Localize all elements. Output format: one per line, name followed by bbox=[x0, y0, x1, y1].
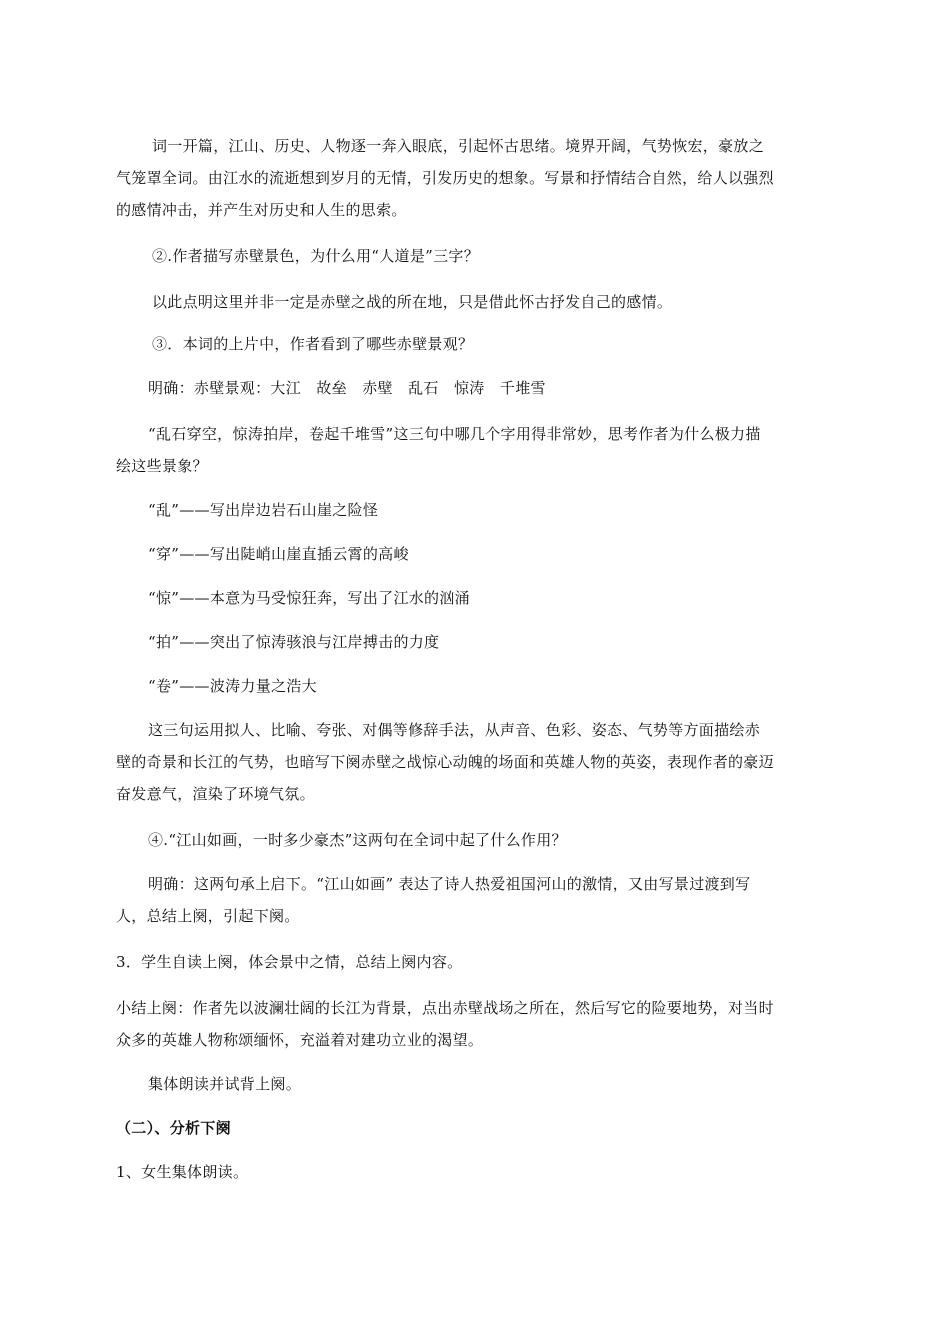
paragraph-line: “乱石穿空，惊涛拍岸，卷起千堆雪”这三句中哪几个字用得非常妙，思考作者为什么极力描 bbox=[148, 425, 761, 443]
summary-line: 小结上阕：作者先以波澜壮阔的长江为背景，点出赤壁战场之所在，然后写它的险要地势，对当时 bbox=[116, 999, 774, 1017]
word-note-line: “穿”——写出陡峭山崖直插云霄的高峻 bbox=[148, 545, 409, 563]
answer-line: 人，总结上阕，引起下阕。 bbox=[116, 907, 300, 925]
instruction-line: 集体朗读并试背上阕。 bbox=[148, 1075, 302, 1093]
answer-line: 明确：赤壁景观：大江 故垒 赤壁 乱石 惊涛 千堆雪 bbox=[148, 379, 546, 397]
paragraph-line: 奋发意气，渲染了环境气氛。 bbox=[116, 785, 315, 803]
answer-line: 明确：这两句承上启下。“江山如画” 表达了诗人热爱祖国河山的激情，又由写景过渡到写 bbox=[148, 875, 751, 893]
paragraph-line: 的感情冲击，并产生对历史和人生的思索。 bbox=[116, 201, 407, 219]
question-line: ③．本词的上片中，作者看到了哪些赤壁景观？ bbox=[152, 335, 474, 353]
section-heading: （二）、分析下阕 bbox=[116, 1119, 231, 1137]
paragraph-line: 词一开篇，江山、历史、人物逐一奔入眼底，引起怀古思绪。境界开阔，气势恢宏，豪放之 bbox=[152, 137, 765, 155]
paragraph-line: 这三句运用拟人、比喻、夸张、对偶等修辞手法，从声音、色彩、姿态、气势等方面描绘赤 bbox=[148, 721, 761, 739]
paragraph-line: 壁的奇景和长江的气势，也暗写下阕赤壁之战惊心动魄的场面和英雄人物的英姿，表现作者的豪迈 bbox=[116, 753, 774, 771]
word-note-line: “乱”——写出岸边岩石山崖之险怪 bbox=[148, 501, 379, 519]
word-note-line: “拍”——突出了惊涛骇浪与江岸搏击的力度 bbox=[148, 633, 440, 651]
step-line: 1、女生集体朗读。 bbox=[116, 1163, 249, 1181]
word-note-line: “惊”——本意为马受惊狂奔，写出了江水的汹涌 bbox=[148, 589, 470, 607]
word-note-line: “卷”——波涛力量之浩大 bbox=[148, 677, 317, 695]
summary-line: 众多的英雄人物称颂缅怀，充溢着对建功立业的渴望。 bbox=[116, 1031, 484, 1049]
question-line: ④.“江山如画，一时多少豪杰”这两句在全词中起了什么作用？ bbox=[148, 831, 567, 849]
paragraph-line: 绘这些景象？ bbox=[116, 457, 208, 475]
step-line: 3．学生自读上阕，体会景中之情，总结上阕内容。 bbox=[116, 953, 463, 971]
question-line: ②.作者描写赤壁景色，为什么用“人道是”三字？ bbox=[152, 247, 480, 265]
paragraph-line: 气笼罩全词。由江水的流逝想到岁月的无情，引发历史的想象。写景和抒情结合自然，给人以强烈 bbox=[116, 169, 774, 187]
answer-line: 以此点明这里并非一定是赤壁之战的所在地，只是借此怀古抒发自己的感情。 bbox=[152, 293, 673, 311]
